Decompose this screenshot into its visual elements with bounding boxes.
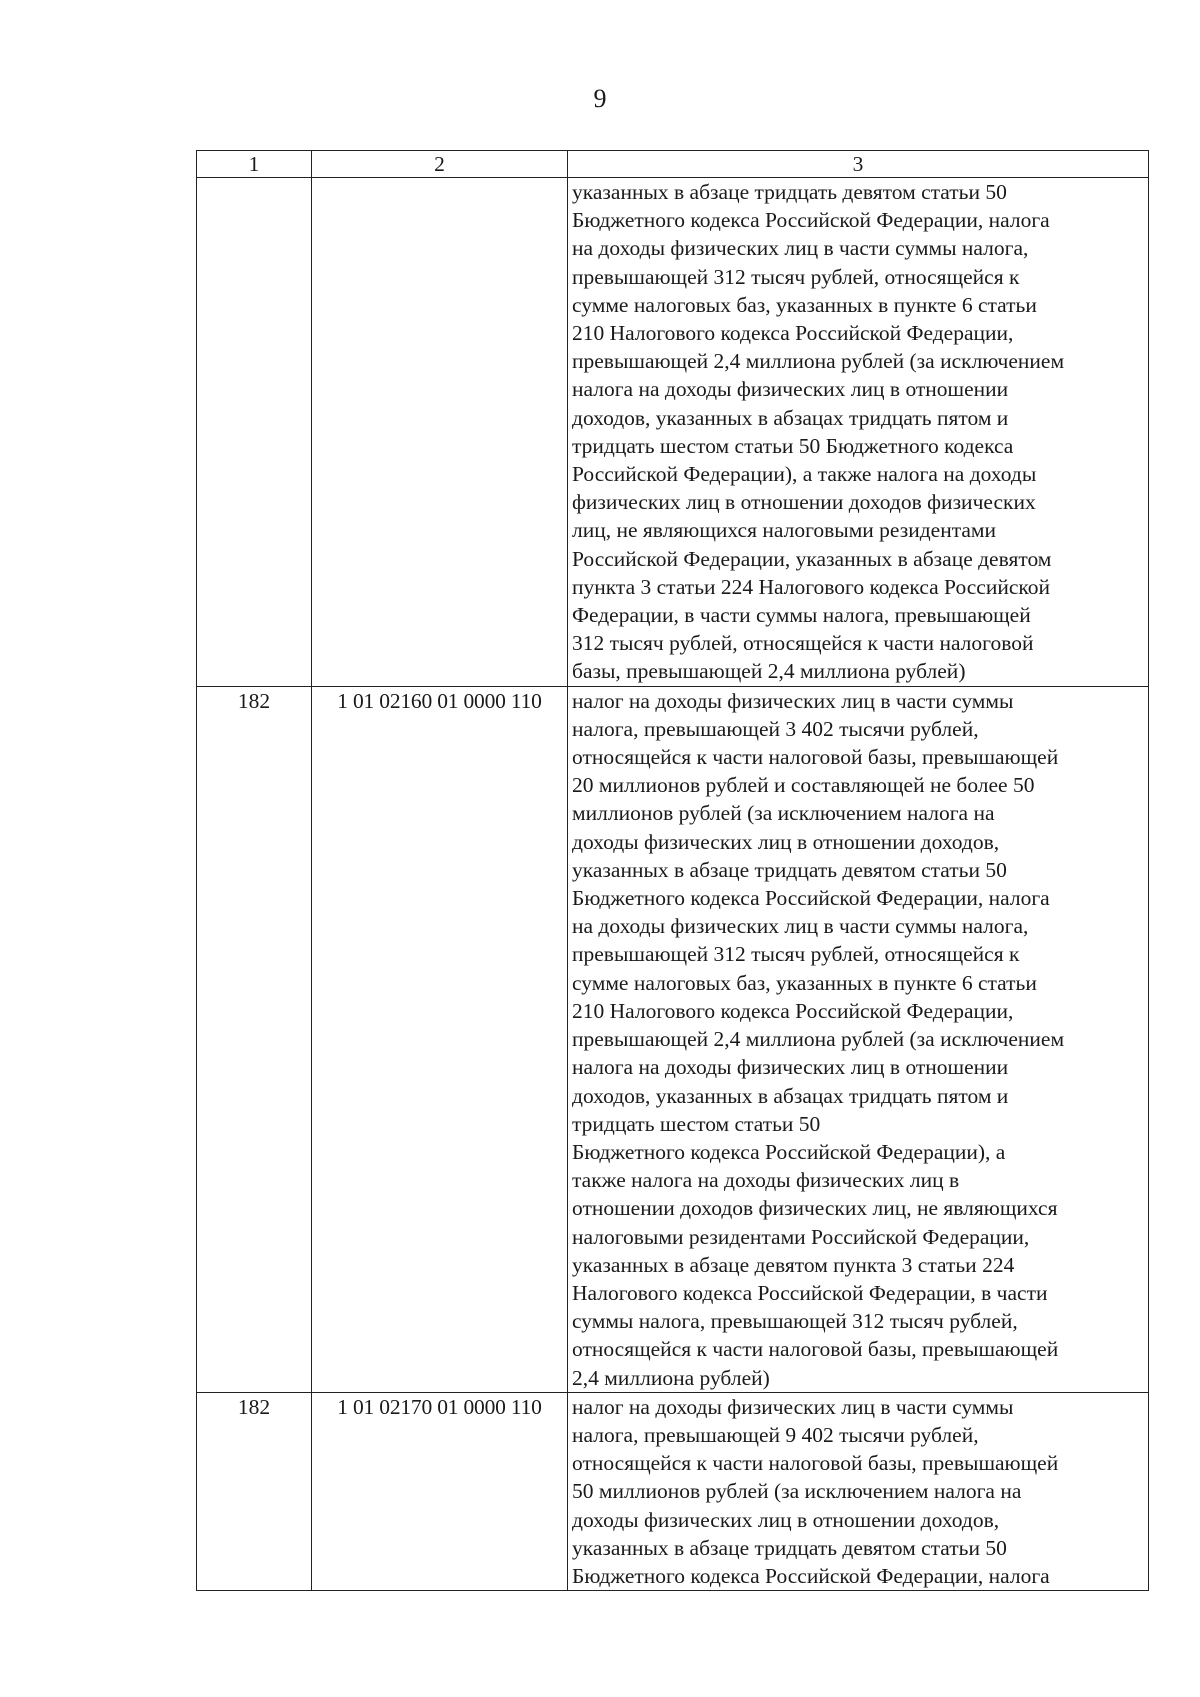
admin-code-cell: 182 xyxy=(197,686,312,1392)
budget-classification-code-cell: 1 01 02170 01 0000 110 xyxy=(312,1392,568,1590)
income-description-cell xyxy=(568,686,1149,1392)
description-line: превышающей 312 тысяч рублей, относящейся к xyxy=(572,942,1020,967)
table-row xyxy=(197,1392,1149,1590)
admin-code-cell xyxy=(197,178,312,687)
description-line: на доходы физических лиц в части суммы налога, xyxy=(572,236,1029,261)
description-line: сумме налоговых баз, указанных в пункте 6 статьи xyxy=(572,292,1037,317)
description-line: суммы налога, превышающей 312 тысяч рублей, xyxy=(572,1309,1018,1334)
budget-classification-code-cell: 1 01 02160 01 0000 110 xyxy=(312,686,568,1392)
description-line: Российской Федерации), а также налога на доходы xyxy=(572,462,1037,487)
description-line: физических лиц в отношении доходов физических xyxy=(572,490,1036,515)
description-line: тридцать шестом статьи 50 xyxy=(572,1111,821,1136)
description-line: Бюджетного кодекса Российской Федерации, налога xyxy=(572,1563,1050,1588)
description-line: отношении доходов физических лиц, не являющихся xyxy=(572,1196,1058,1221)
description-line: доходы физических лиц в отношении доходов, xyxy=(572,829,1000,854)
description-line: налога, превышающей 9 402 тысячи рублей, xyxy=(572,1422,979,1447)
description-line: указанных в абзаце тридцать девятом статьи 50 xyxy=(572,1535,1007,1560)
description-line: доходов, указанных в абзацах тридцать пятом и xyxy=(572,405,1009,430)
table-header-row xyxy=(197,151,1149,178)
description-line: 2,4 миллиона рублей) xyxy=(572,1365,770,1390)
description-line: на доходы физических лиц в части суммы налога, xyxy=(572,914,1029,939)
description-line: указанных в абзаце девятом пункта 3 статьи 224 xyxy=(572,1252,1015,1277)
description-line: лиц, не являющихся налоговыми резидентами xyxy=(572,518,997,543)
description-line: указанных в абзаце тридцать девятом статьи 50 xyxy=(572,857,1007,882)
description-line: Российской Федерации, указанных в абзаце девятом xyxy=(572,546,1052,571)
description-line: налог на доходы физических лиц в части суммы xyxy=(572,1394,1014,1419)
description-line: тридцать шестом статьи 50 Бюджетного кодекса xyxy=(572,433,1014,458)
description-line: 50 миллионов рублей (за исключением налога на xyxy=(572,1479,1022,1504)
description-line: 210 Налогового кодекса Российской Федерации, xyxy=(572,321,1014,346)
description-line: относящейся к части налоговой базы, превышающей xyxy=(572,745,1059,770)
description-line: налога на доходы физических лиц в отношении xyxy=(572,377,1009,402)
description-line: Бюджетного кодекса Российской Федерации, налога xyxy=(572,208,1050,233)
description-line: превышающей 2,4 миллиона рублей (за исключением xyxy=(572,349,1065,374)
description-line: превышающей 312 тысяч рублей, относящейся к xyxy=(572,264,1020,289)
description-line: Бюджетного кодекса Российской Федерации, налога xyxy=(572,886,1050,911)
description-line: указанных в абзаце тридцать девятом статьи 50 xyxy=(572,180,1007,204)
description-line: доходы физических лиц в отношении доходов, xyxy=(572,1507,1000,1532)
income-description-cell xyxy=(568,1392,1149,1590)
description-line: сумме налоговых баз, указанных в пункте 6 статьи xyxy=(572,970,1037,995)
description-line: миллионов рублей (за исключением налога на xyxy=(572,801,995,826)
description-line: также налога на доходы физических лиц в xyxy=(572,1168,960,1193)
income-description-cell xyxy=(568,178,1149,687)
description-line: налога на доходы физических лиц в отношении xyxy=(572,1055,1009,1080)
column-number-3: 3 xyxy=(568,151,1149,178)
description-line: Бюджетного кодекса Российской Федерации), а xyxy=(572,1139,1006,1164)
column-number-2: 2 xyxy=(312,151,568,178)
description-line: доходов, указанных в абзацах тридцать пятом и xyxy=(572,1083,1009,1108)
description-line: Федерации, в части суммы налога, превышающей xyxy=(572,603,1031,628)
budget-classification-code-cell xyxy=(312,178,568,687)
description-line: 20 миллионов рублей и составляющей не более 50 xyxy=(572,773,1035,798)
description-line: Налогового кодекса Российской Федерации, в части xyxy=(572,1280,1048,1305)
description-line: налоговыми резидентами Российской Федерации, xyxy=(572,1224,1030,1249)
description-line: 210 Налогового кодекса Российской Федерации, xyxy=(572,998,1014,1023)
page-number: 9 xyxy=(593,84,607,113)
description-line: превышающей 2,4 миллиона рублей (за исключением xyxy=(572,1027,1065,1052)
column-number-1: 1 xyxy=(197,151,312,178)
description-line: пункта 3 статьи 224 Налогового кодекса Российской xyxy=(572,574,1051,599)
description-line: налога, превышающей 3 402 тысячи рублей, xyxy=(572,716,979,741)
description-line: относящейся к части налоговой базы, превышающей xyxy=(572,1337,1059,1362)
table-row xyxy=(197,686,1149,1392)
description-line: относящейся к части налоговой базы, превышающей xyxy=(572,1451,1059,1476)
revenue-classification-table xyxy=(196,150,1149,1591)
admin-code-cell: 182 xyxy=(197,1392,312,1590)
table-row xyxy=(197,178,1149,687)
description-line: базы, превышающей 2,4 миллиона рублей) xyxy=(572,659,966,684)
description-line: налог на доходы физических лиц в части суммы xyxy=(572,688,1014,713)
description-line: 312 тысяч рублей, относящейся к части налоговой xyxy=(572,631,1034,656)
